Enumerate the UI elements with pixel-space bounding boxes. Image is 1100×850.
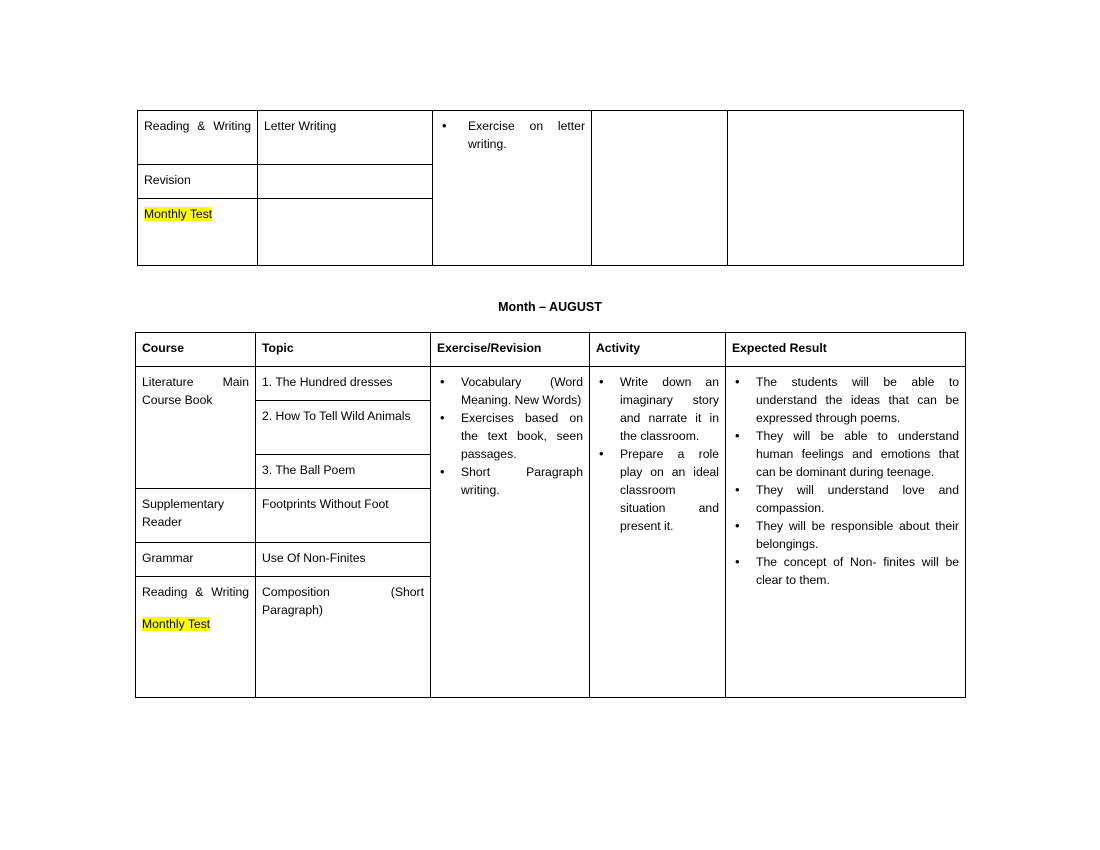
course-cell <box>136 489 256 543</box>
activity-cell <box>592 111 728 266</box>
topic-cell <box>258 199 433 266</box>
expected-item: • The concept of Non- finites will be clear to them. <box>756 553 959 589</box>
course-cell <box>138 199 258 266</box>
exercise-cell <box>433 111 592 266</box>
course-cell <box>136 367 256 489</box>
header-topic: Topic <box>256 333 431 367</box>
july-plan-table <box>137 110 964 266</box>
activity-list <box>596 373 719 535</box>
topic-cell <box>256 367 431 401</box>
topic-cell <box>256 455 431 489</box>
topic-cell <box>256 489 431 543</box>
topic-cell <box>256 401 431 455</box>
expected-cell <box>728 111 964 266</box>
course-reading-writing: Reading & Writing <box>144 119 251 133</box>
course-supplementary: Supplementary Reader <box>142 497 224 529</box>
activity-item: • Prepare a role play on an ideal classroom situation and present it. <box>620 445 719 535</box>
august-plan-table <box>135 332 966 698</box>
exercise-list <box>437 373 583 499</box>
expected-item: • They will be able to understand human feelings and emotions that can be dominant during teenage. <box>756 427 959 481</box>
course-cell <box>138 165 258 199</box>
topic-cell <box>256 577 431 698</box>
expected-item: • The students will be able to understand the ideas that can be expressed through poems. <box>756 373 959 427</box>
course-cell <box>136 543 256 577</box>
topic-hundred-dresses: 1. The Hundred dresses <box>262 375 393 389</box>
exercise-item: • Exercise on letter writing. <box>463 117 585 153</box>
course-revision: Revision <box>144 173 191 187</box>
expected-cell <box>726 367 966 698</box>
topic-wild-animals: 2. How To Tell Wild Animals <box>262 409 411 423</box>
header-course: Course <box>136 333 256 367</box>
header-activity: Activity <box>590 333 726 367</box>
month-title: Month – AUGUST <box>498 300 602 314</box>
activity-item: • Write down an imaginary story and narrate it in the classroom. <box>620 373 719 445</box>
exercise-item: • Vocabulary (Word Meaning. New Words) <box>461 373 583 409</box>
exercise-list <box>439 117 585 153</box>
exercise-item: • Exercises based on the text book, seen passages. <box>461 409 583 463</box>
course-reading-writing: Reading & Writing <box>142 585 249 599</box>
topic-composition: Composition (Short Paragraph) <box>262 585 424 617</box>
topic-non-finites: Use Of Non-Finites <box>262 551 366 565</box>
expected-list <box>732 373 959 589</box>
topic-cell <box>258 165 433 199</box>
topic-footprints: Footprints Without Foot <box>262 497 389 511</box>
course-monthly-test: Monthly Test <box>142 617 211 631</box>
exercise-cell <box>431 367 590 698</box>
course-cell <box>136 577 256 698</box>
topic-cell <box>258 111 433 165</box>
course-literature: Literature Main Course Book <box>142 375 249 407</box>
expected-item: • They will be responsible about their belongings. <box>756 517 959 553</box>
course-cell <box>138 111 258 165</box>
course-grammar: Grammar <box>142 551 194 565</box>
activity-cell <box>590 367 726 698</box>
topic-letter-writing: Letter Writing <box>264 119 337 133</box>
course-monthly-test: Monthly Test <box>144 207 213 221</box>
header-expected: Expected Result <box>726 333 966 367</box>
exercise-item: • Short Paragraph writing. <box>461 463 583 499</box>
topic-ball-poem: 3. The Ball Poem <box>262 463 356 477</box>
header-exercise: Exercise/Revision <box>431 333 590 367</box>
expected-item: • They will understand love and compassion. <box>756 481 959 517</box>
topic-cell <box>256 543 431 577</box>
